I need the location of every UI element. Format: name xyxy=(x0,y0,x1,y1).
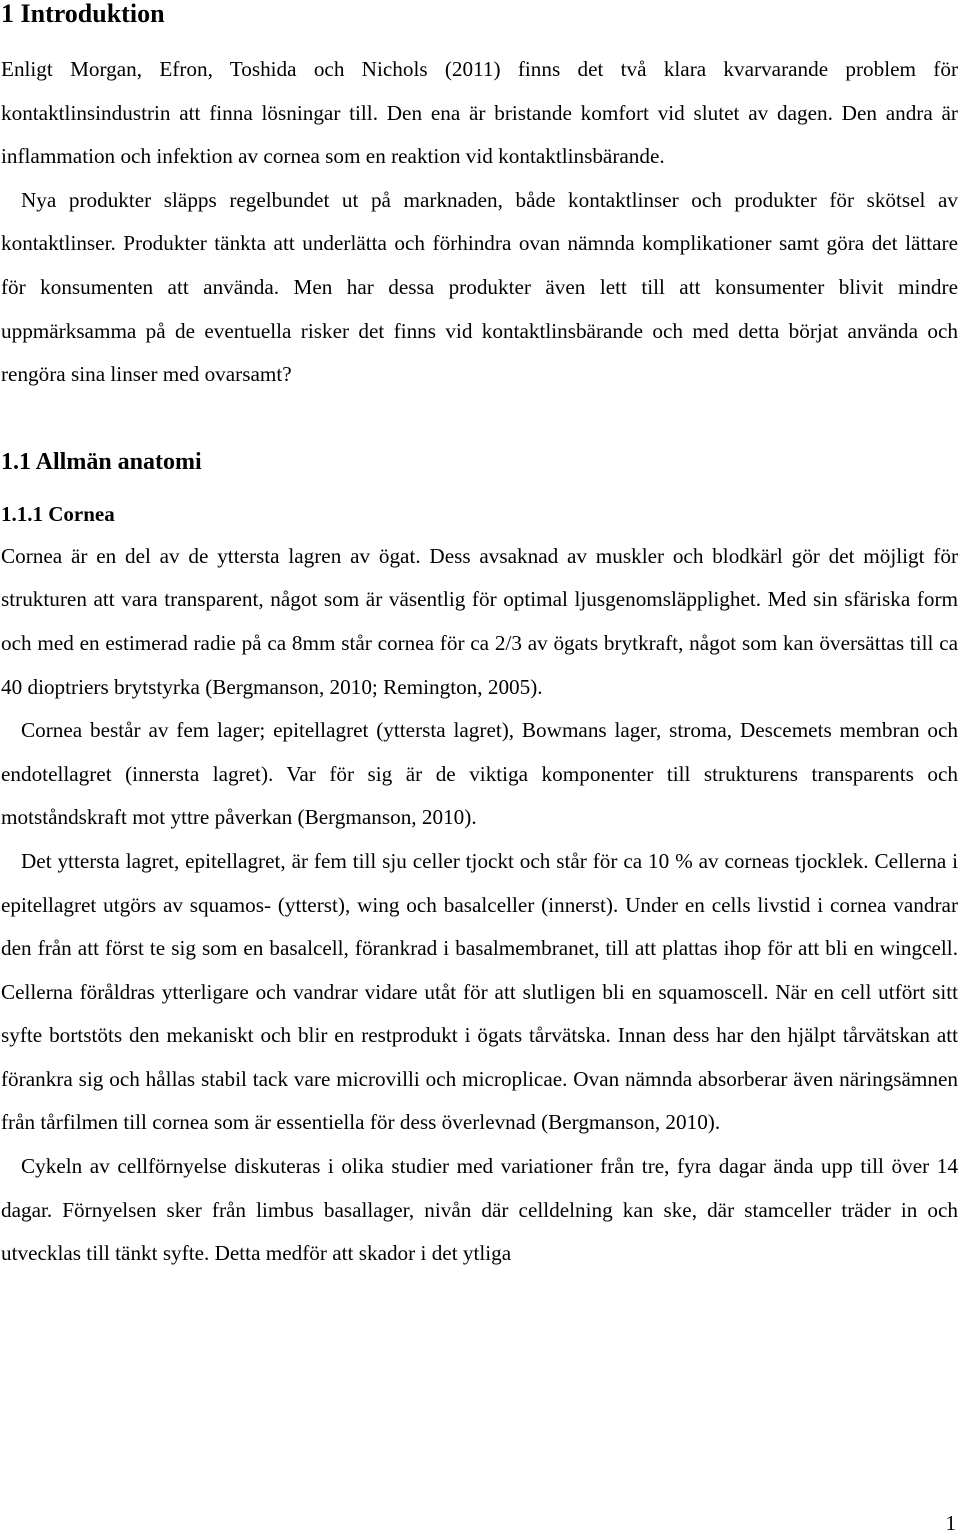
page-number: 1 xyxy=(945,1511,956,1535)
paragraph-cornea-3: Det yttersta lagret, epitellagret, är fem till sju celler tjockt och står för ca 10 % av corneas tjocklek. Cellerna i epitellagret utgörs av squamos- (ytterst), wing och basalceller (innerst). Under en cells livstid i cornea vandrar den från att först te sig som en basalcell, förankrad i basalmembranet, till att plattas ihop för att bli en wingcell. Cellerna föråldras ytterligare och vandrar vidare utåt för att slutligen bli en squamoscell. När en cell utfört sitt syfte bortstöts den mekaniskt och blir en restprodukt i ögats tårvätska. Innan dess har den hjälpt tårvätskan att förankra sig och hållas stabil tack vare microvilli och microplicae. Ovan nämnda absorberar även näringsämnen från tårfilmen till cornea som är essentiella för dess överlevnad (Bergmanson, 2010). xyxy=(1,848,958,1135)
heading-cornea: 1.1.1 Cornea xyxy=(1,501,115,526)
heading-introduktion: 1 Introduktion xyxy=(1,0,165,28)
paragraph-cornea-1: Cornea är en del av de yttersta lagren av ögat. Dess avsaknad av muskler och blodkärl gör det möjligt för strukturen att vara transparent, något som är väsentlig för optimal ljusgenomsläpplighet. Med sin sfäriska form och med en estimerad radie på ca 8mm står cornea för ca 2/3 av ögats brytkraft, något som kan översättas till ca 40 dioptriers brytstyrka (Bergmanson, 2010; Remington, 2005). xyxy=(1,543,958,699)
paragraph-cornea-2: Cornea består av fem lager; epitellagret (yttersta lagret), Bowmans lager, stroma, Descemets membran och endotellagret (innersta lagret). Var för sig är de viktiga komponenter till strukturens transparents och motståndskraft mot yttre påverkan (Bergmanson, 2010). xyxy=(1,718,958,830)
paragraph-cornea-4: Cykeln av cellförnyelse diskuteras i olika studier med variationer från tre, fyra dagar ända upp till över 14 dagar. Förnyelsen sker från limbus basallager, nivån där celldelning kan ske, där stamceller träder in och utvecklas till tänkt syfte. Detta medför att skador i det ytliga xyxy=(1,1154,958,1266)
page-content xyxy=(1,0,958,1276)
paragraph-intro-1: Enligt Morgan, Efron, Toshida och Nichols (2011) finns det två klara kvarvarande problem för kontaktlinsindustrin att finna lösningar till. Den ena är bristande komfort vid slutet av dagen. Den andra är inflammation och infektion av cornea som en reaktion vid kontaktlinsbärande. xyxy=(1,57,958,169)
heading-allman-anatomi: 1.1 Allmän anatomi xyxy=(1,448,202,475)
paragraph-intro-2: Nya produkter släpps regelbundet ut på marknaden, både kontaktlinser och produkter för skötsel av kontaktlinser. Produkter tänkta att underlätta och förhindra ovan nämnda komplikationer samt göra det lättare för konsumenten att använda. Men har dessa produkter även lett till att konsumenter blivit mindre uppmärksamma på de eventuella risker det finns vid kontaktlinsbärande och med detta börjat använda och rengöra sina linser med ovarsamt? xyxy=(1,187,958,387)
